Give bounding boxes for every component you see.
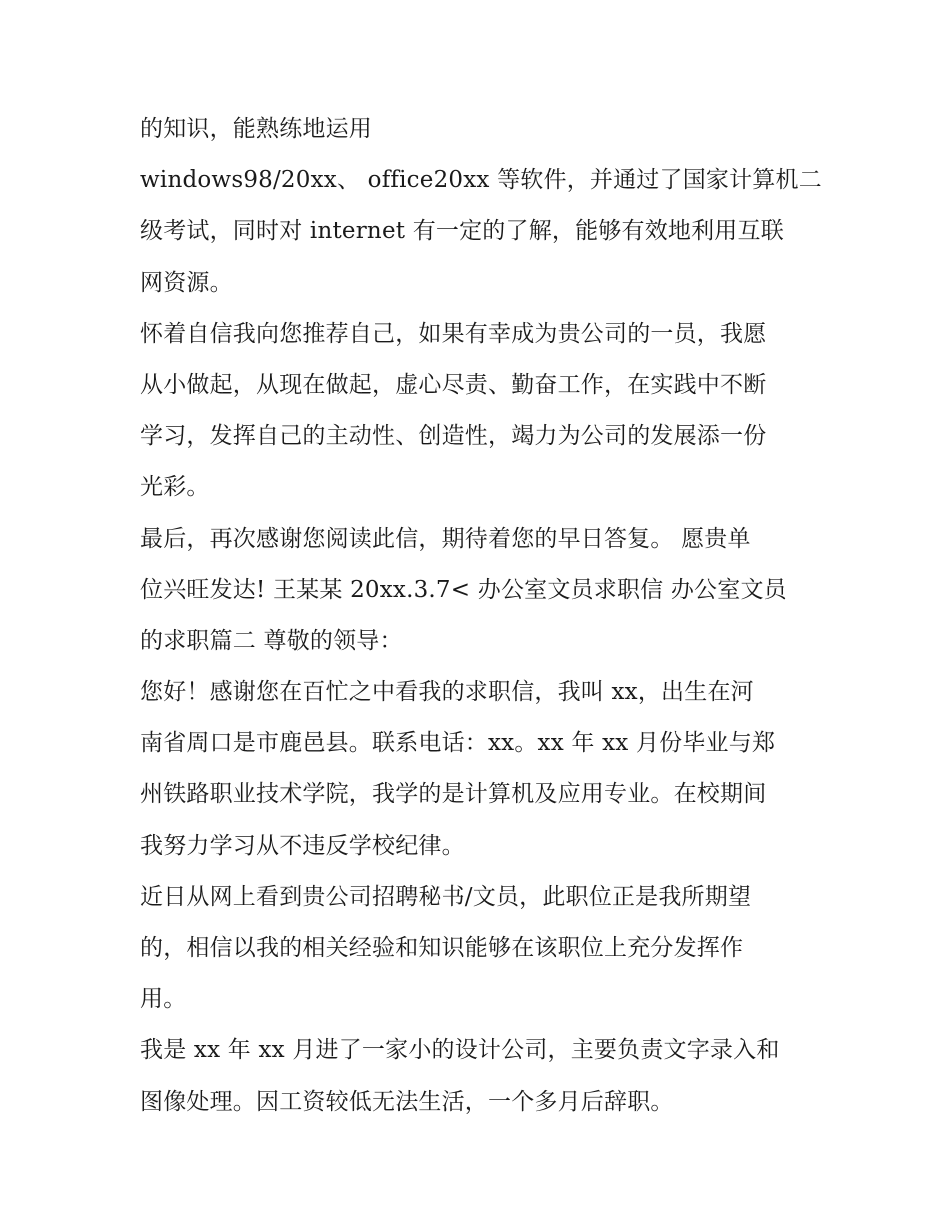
text-line: 图像处理。因工资较低无法生活，一个多月后辞职。	[140, 1088, 674, 1115]
text-line: 从小做起，从现在做起，虚心尽责、勤奋工作，在实践中不断	[140, 371, 767, 398]
text-line: 的，相信以我的相关经验和知识能够在该职位上充分发挥作	[140, 935, 744, 961]
text-line: 网资源。	[140, 269, 233, 296]
text-line: 级考试，同时对 internet 有一定的了解，能够有效地利用互联	[140, 218, 784, 245]
text-line: 光彩。	[140, 474, 210, 501]
text-line: 怀着自信我向您推荐自己，如果有幸成为贵公司的一员，我愿	[140, 320, 767, 347]
text-line: 我是 xx 年 xx 月进了一家小的设计公司，主要负责文字录入和	[140, 1037, 780, 1064]
text-line: 我努力学习从不违反学校纪律。	[140, 832, 465, 859]
text-line: windows98/20xx、 office20xx 等软件，并通过了国家计算机二	[140, 167, 822, 194]
letter-body	[140, 110, 820, 1134]
text-line: 南省周口是市鹿邑县。联系电话：xx。xx 年 xx 月份毕业与郑	[140, 730, 776, 757]
text-line: 州铁路职业技术学院，我学的是计算机及应用专业。在校期间	[140, 781, 767, 808]
text-line: 最后，再次感谢您阅读此信，期待着您的早日答复。 愿贵单	[140, 525, 751, 552]
text-line: 的求职篇二 尊敬的领导：	[140, 627, 403, 654]
text-line: 用。	[140, 986, 187, 1013]
text-line: 学习，发挥自己的主动性、创造性，竭力为公司的发展添一份	[140, 423, 767, 450]
text-line: 您好！感谢您在百忙之中看我的求职信，我叫 xx，出生在河	[140, 679, 754, 706]
text-line: 近日从网上看到贵公司招聘秘书/文员，此职位正是我所期望	[140, 883, 752, 910]
text-line: 位兴旺发达! 王某某 20xx.3.7< 办公室文员求职信 办公室文员	[140, 576, 787, 603]
text-line: 的知识，能熟练地运用	[140, 116, 372, 142]
